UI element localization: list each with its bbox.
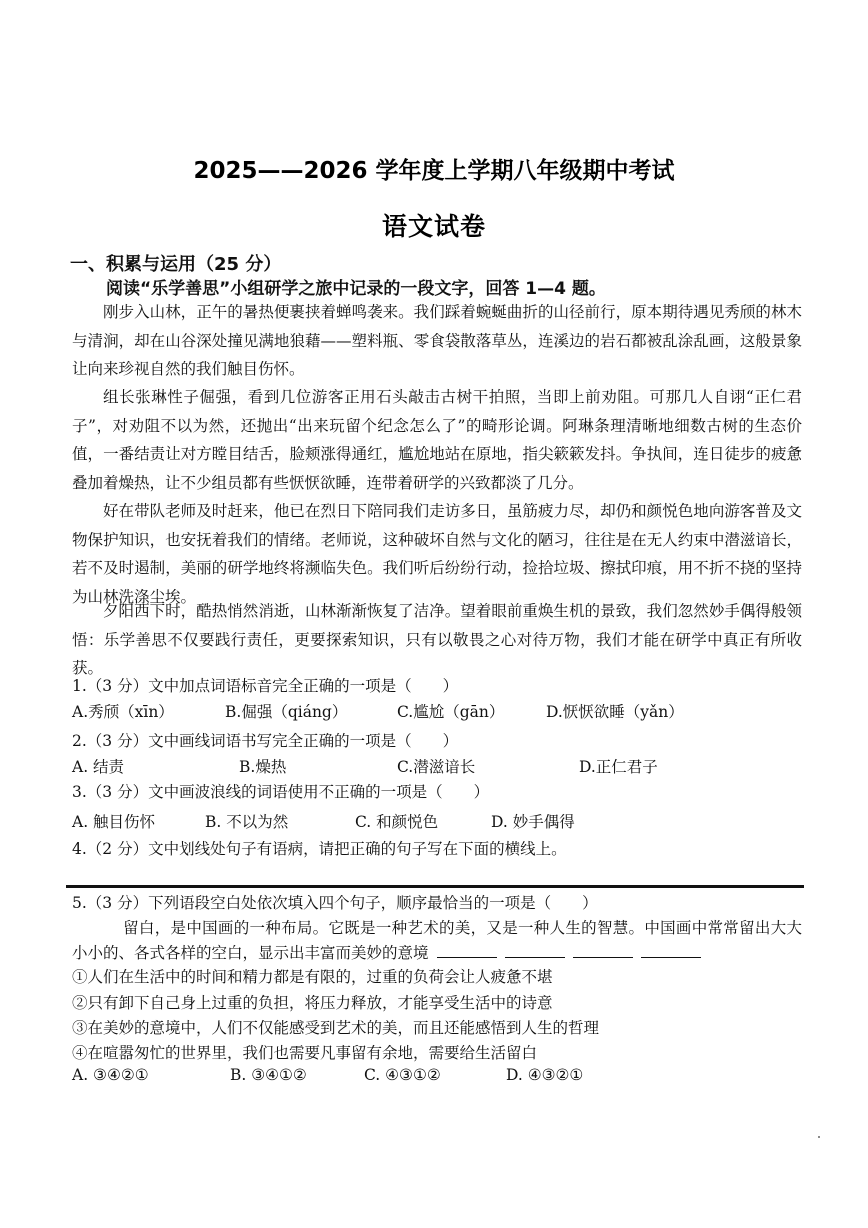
question-5-sentence-1: ①人们在生活中的时间和精力都是有限的，过重的负荷会让人疲惫不堪 [72, 968, 553, 986]
question-1-options [72, 700, 812, 724]
question-3-stem: 3.（3 分）文中画波浪线的词语使用不正确的一项是（ ） [72, 783, 490, 801]
question-3-option-c: C. 和颜悦色 [355, 813, 439, 831]
question-2-option-d: D.正仁君子 [579, 758, 658, 776]
question-5-stem: 5.（3 分）下列语段空白处依次填入四个句子，顺序最恰当的一项是（ ） [72, 894, 598, 912]
question-3-option-d: D. 妙手偶得 [491, 813, 575, 831]
question-5-sentence-3: ③在美妙的意境中，人们不仅能感受到艺术的美，而且还能感悟到人生的哲理 [72, 1019, 600, 1037]
question-5-option-c: C. ④③①② [364, 1066, 441, 1084]
question-2-option-c: C.潜滋谙长 [397, 758, 476, 776]
question-5-passage-text: 留白，是中国画的一种布局。它既是一种艺术的美，又是一种人生的智慧。中国画中常常留出大大小小的、各式各样的空白，显示出丰富而美妙的意境 [72, 919, 802, 962]
answer-line [66, 885, 804, 888]
fill-blank-1 [437, 943, 497, 958]
question-1-stem: 1.（3 分）文中加点词语标音完全正确的一项是（ ） [72, 677, 459, 695]
passage-paragraph-2: 组长张琳性子倔强，看到几位游客正用石头敲击古树干拍照，当即上前劝阻。可那几人自诩“正仁君子”，对劝阻不以为然，还抛出“出来玩留个纪念怎么了”的畸形论调。阿琳条理清晰地细数古树的生态价值，一番结责让对方瞠目结舌，脸颊涨得通红，尴尬地站在原地，指尖簌簌发抖。争执间，连日徒步的疲惫叠加着燥热，让不少组员都有些恹恹欲睡，连带着研学的兴致都淡了几分。 [72, 388, 802, 492]
passage-paragraph-1: 刚步入山林，正午的暑热便裹挟着蝉鸣袭来。我们踩着蜿蜒曲折的山径前行，原本期待遇见秀颀的林木与清涧，却在山谷深处撞见满地狼藉——塑料瓶、零食袋散落草丛，连溪边的岩石都被乱涂乱画，这般景象让向来珍视自然的我们触目伤怀。 [72, 303, 802, 378]
question-1-option-b: B.倔强（qiáng） [225, 703, 348, 721]
question-5-option-b: B. ③④①② [230, 1066, 307, 1084]
question-5-passage [72, 916, 802, 966]
question-5-options [72, 1066, 812, 1090]
fill-blank-4 [641, 943, 701, 958]
section-heading: 一、积累与运用（25 分） [70, 254, 282, 275]
question-5-option-a: A. ③④②① [72, 1066, 149, 1084]
question-4-stem: 4.（2 分）文中划线处句子有语病，请把正确的句子写在下面的横线上。 [72, 840, 567, 858]
question-3-option-b: B. 不以为然 [205, 813, 289, 831]
question-1-option-a: A.秀颀（xīn） [72, 703, 174, 721]
question-2-option-b: B.燥热 [239, 758, 287, 776]
question-3-options [72, 810, 812, 834]
question-3-option-a: A. 触目伤怀 [72, 813, 156, 831]
passage-paragraph-4: 夕阳西下时，酷热悄然消逝，山林渐渐恢复了洁净。望着眼前重焕生机的景致，我们忽然妙手偶得般领悟：乐学善思不仅要践行责任，更要探索知识，只有以敬畏之心对待万物，我们才能在研学中真正有所收获。 [72, 602, 802, 677]
paper-title: 语文试卷 [381, 212, 486, 241]
question-1-option-d: D.恹恹欲睡（yǎn） [546, 703, 684, 721]
section-intro: 阅读“乐学善思”小组研学之旅中记录的一段文字，回答 1—4 题。 [106, 279, 606, 299]
scan-speck [818, 1136, 820, 1138]
question-2-option-a: A. 结责 [72, 758, 125, 776]
question-2-stem: 2.（3 分）文中画线词语书写完全正确的一项是（ ） [72, 732, 459, 750]
fill-blank-2 [505, 943, 565, 958]
question-5-sentence-4: ④在喧嚣匆忙的世界里，我们也需要凡事留有余地，需要给生活留白 [72, 1044, 538, 1062]
fill-blank-3 [573, 943, 633, 958]
exam-title: 2025——2026 学年度上学期八年级期中考试 [193, 158, 675, 184]
question-5-option-d: D. ④③②① [506, 1066, 584, 1084]
question-2-options [72, 755, 812, 779]
passage-paragraph-3: 好在带队老师及时赶来，他已在烈日下陪同我们走访多日，虽筋疲力尽，却仍和颜悦色地向游客普及文物保护知识，也安抚着我们的情绪。老师说，这种破坏自然与文化的陋习，往往是在无人约束中潜滋谙长，若不及时遏制，美丽的研学地终将濒临失色。我们听后纷纷行动，捡拾垃圾、擦拭印痕，用不折不挠的坚持为山林洗涤尘埃。 [72, 502, 802, 606]
question-1-option-c: C.尴尬（gān） [397, 703, 505, 721]
question-5-sentence-2: ②只有卸下自己身上过重的负担，将压力释放，才能享受生活中的诗意 [72, 994, 553, 1012]
